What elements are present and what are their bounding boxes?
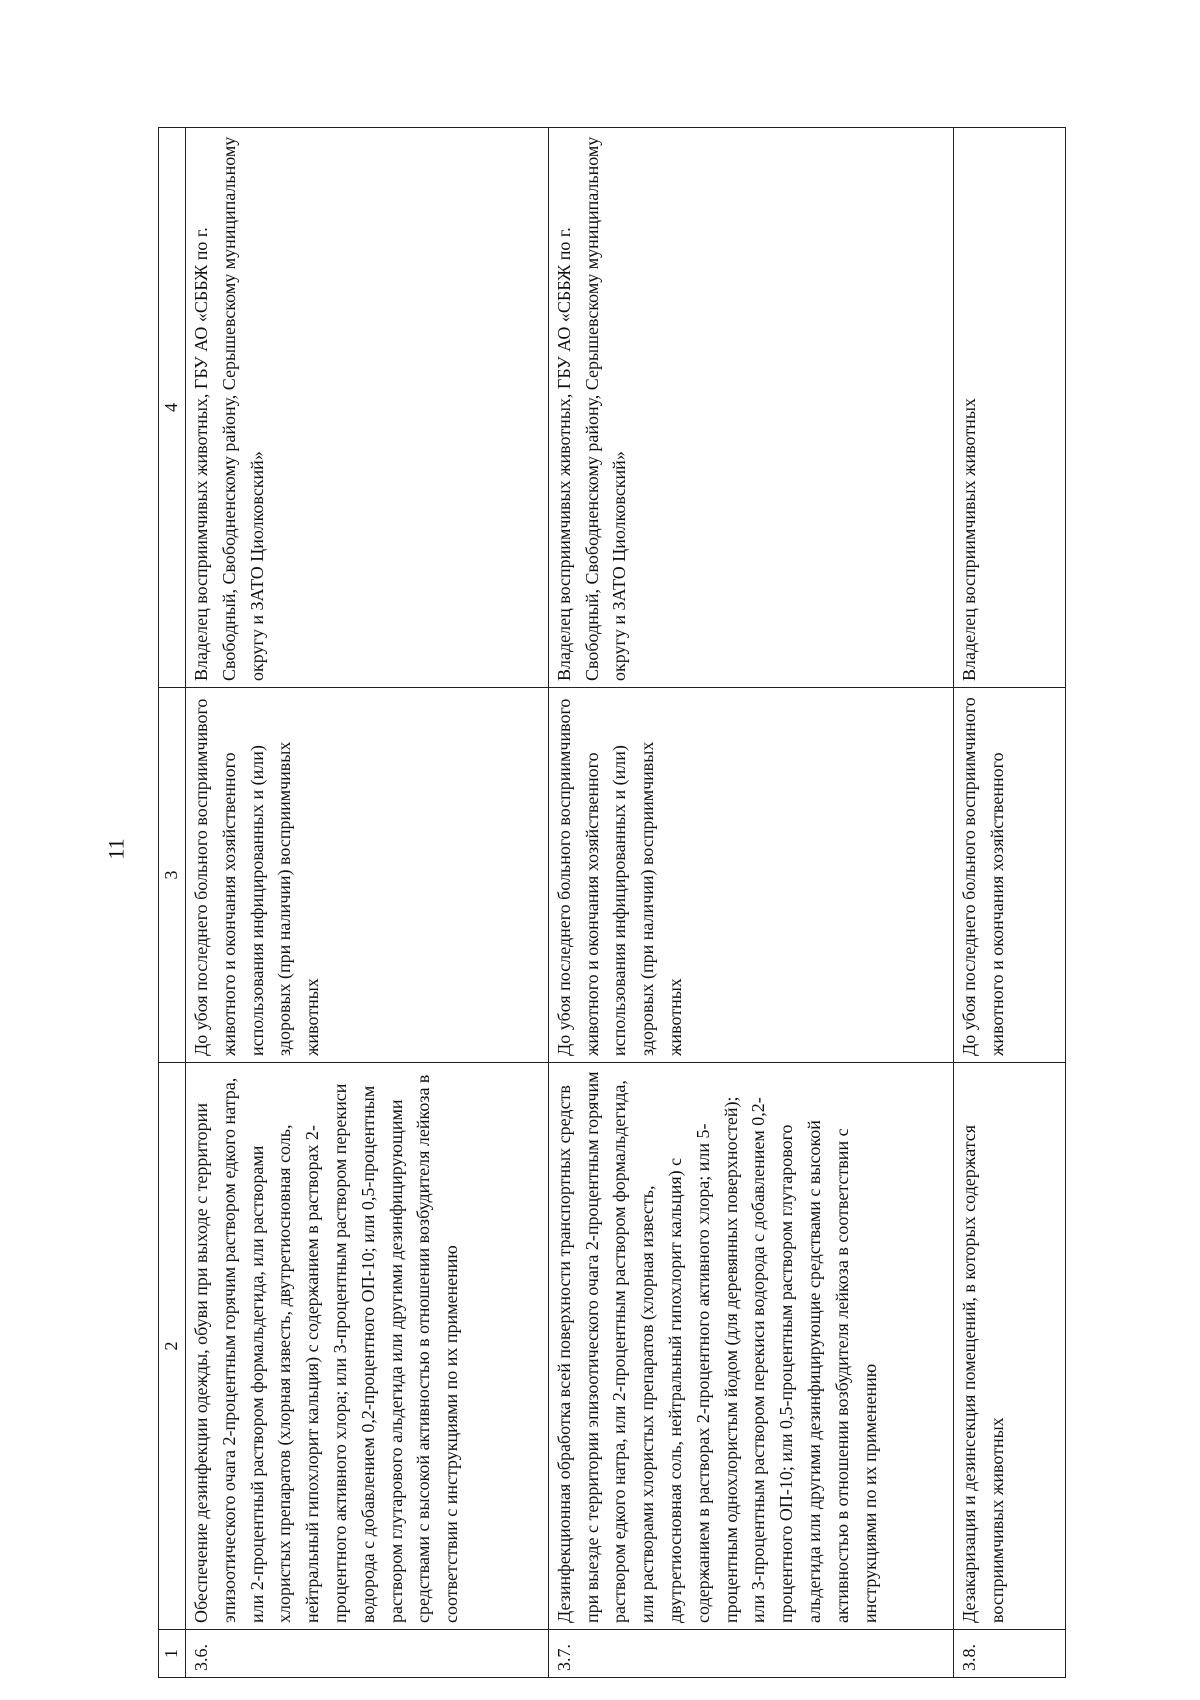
measure-cell: Дезинфекционная обработка всей поверхности транспортных средств при выезде с территории эпизоотического очага 2-процентным горячим раствором едкого натра, или 2-процентным раствором формальдегида, или растворами хлористых препаратов (хлорная известь, двутретиосновная соль, нейтральный гипохлорит кальция) с содержанием в растворах 2-процентного активного хлора; или 5-процентным однохлористым йодом (для деревянных поверхностей); или 3-процентным раствором перекиси водорода с добавлением 0,2-процентного ОП-10; или 0,5-процентным раствором глутарового альдегида или другими дезинфицирующие средствами с высокой активностью в отношении возбудителя лейкоза в соответствии с инструкциями по их применению [548,1063,953,1630]
responsible-cell: Владелец восприимчивых животных [953,128,1065,688]
responsible-cell: Владелец восприимчивых животных, ГБУ АО «СББЖ по г. Свободный, Свободненскому району, Серышевскому муниципальному округу и ЗАТО Циолковский» [186,128,549,688]
rotated-table-sheet [158,128,1066,1678]
row-number: 3.8. [953,1630,1065,1678]
column-header-1: 1 [159,1630,186,1678]
measure-cell: Обеспечение дезинфекции одежды, обуви при выходе с территории эпизоотического очага 2-процентным горячим раствором едкого натра, или 2-процентный раствором формальдегида, или растворами хлористых препаратов (хлорная известь, двутретиосновная соль, нейтральный гипохлорит кальция) с содержанием в растворах 2-процентного активного хлора; или 3-процентным раствором перекиси водорода с добавлением 0,2-процентного ОП-10; или 0,5-процентным раствором глутарового альдегида или другими дезинфицирующими средствами с высокой активностью в отношении возбудителя лейкоза в соответствии с инструкциями по их применению [186,1063,549,1630]
column-header-4: 4 [159,128,186,688]
term-cell: До убоя последнего больного восприимчивого животного и окончания хозяйственного использования инфицированных и (или) здоровых (при наличии) восприимчивых животных [186,688,549,1063]
row-number: 3.6. [186,1630,549,1678]
page-number: 11 [103,838,129,860]
column-header-2: 2 [159,1063,186,1630]
table-row [548,128,953,1678]
responsible-cell: Владелец восприимчивых животных, ГБУ АО «СББЖ по г. Свободный, Свободненскому району, Серышевскому муниципальному округу и ЗАТО Циолковский» [548,128,953,688]
term-cell: До убоя последнего больного восприимчивого животного и окончания хозяйственного использования инфицированных и (или) здоровых (при наличии) восприимчивых животных [548,688,953,1063]
column-header-3: 3 [159,688,186,1063]
table-row [186,128,549,1678]
measure-cell: Дезакаризация и дезинсекция помещений, в которых содержатся восприимчивых животных [953,1063,1065,1630]
term-cell: До убоя последнего больного восприимчиного животного и окончания хозяйственного [953,688,1065,1063]
measures-table [158,127,1066,1678]
table-header-row [159,128,186,1678]
row-number: 3.7. [548,1630,953,1678]
table-row [953,128,1065,1678]
